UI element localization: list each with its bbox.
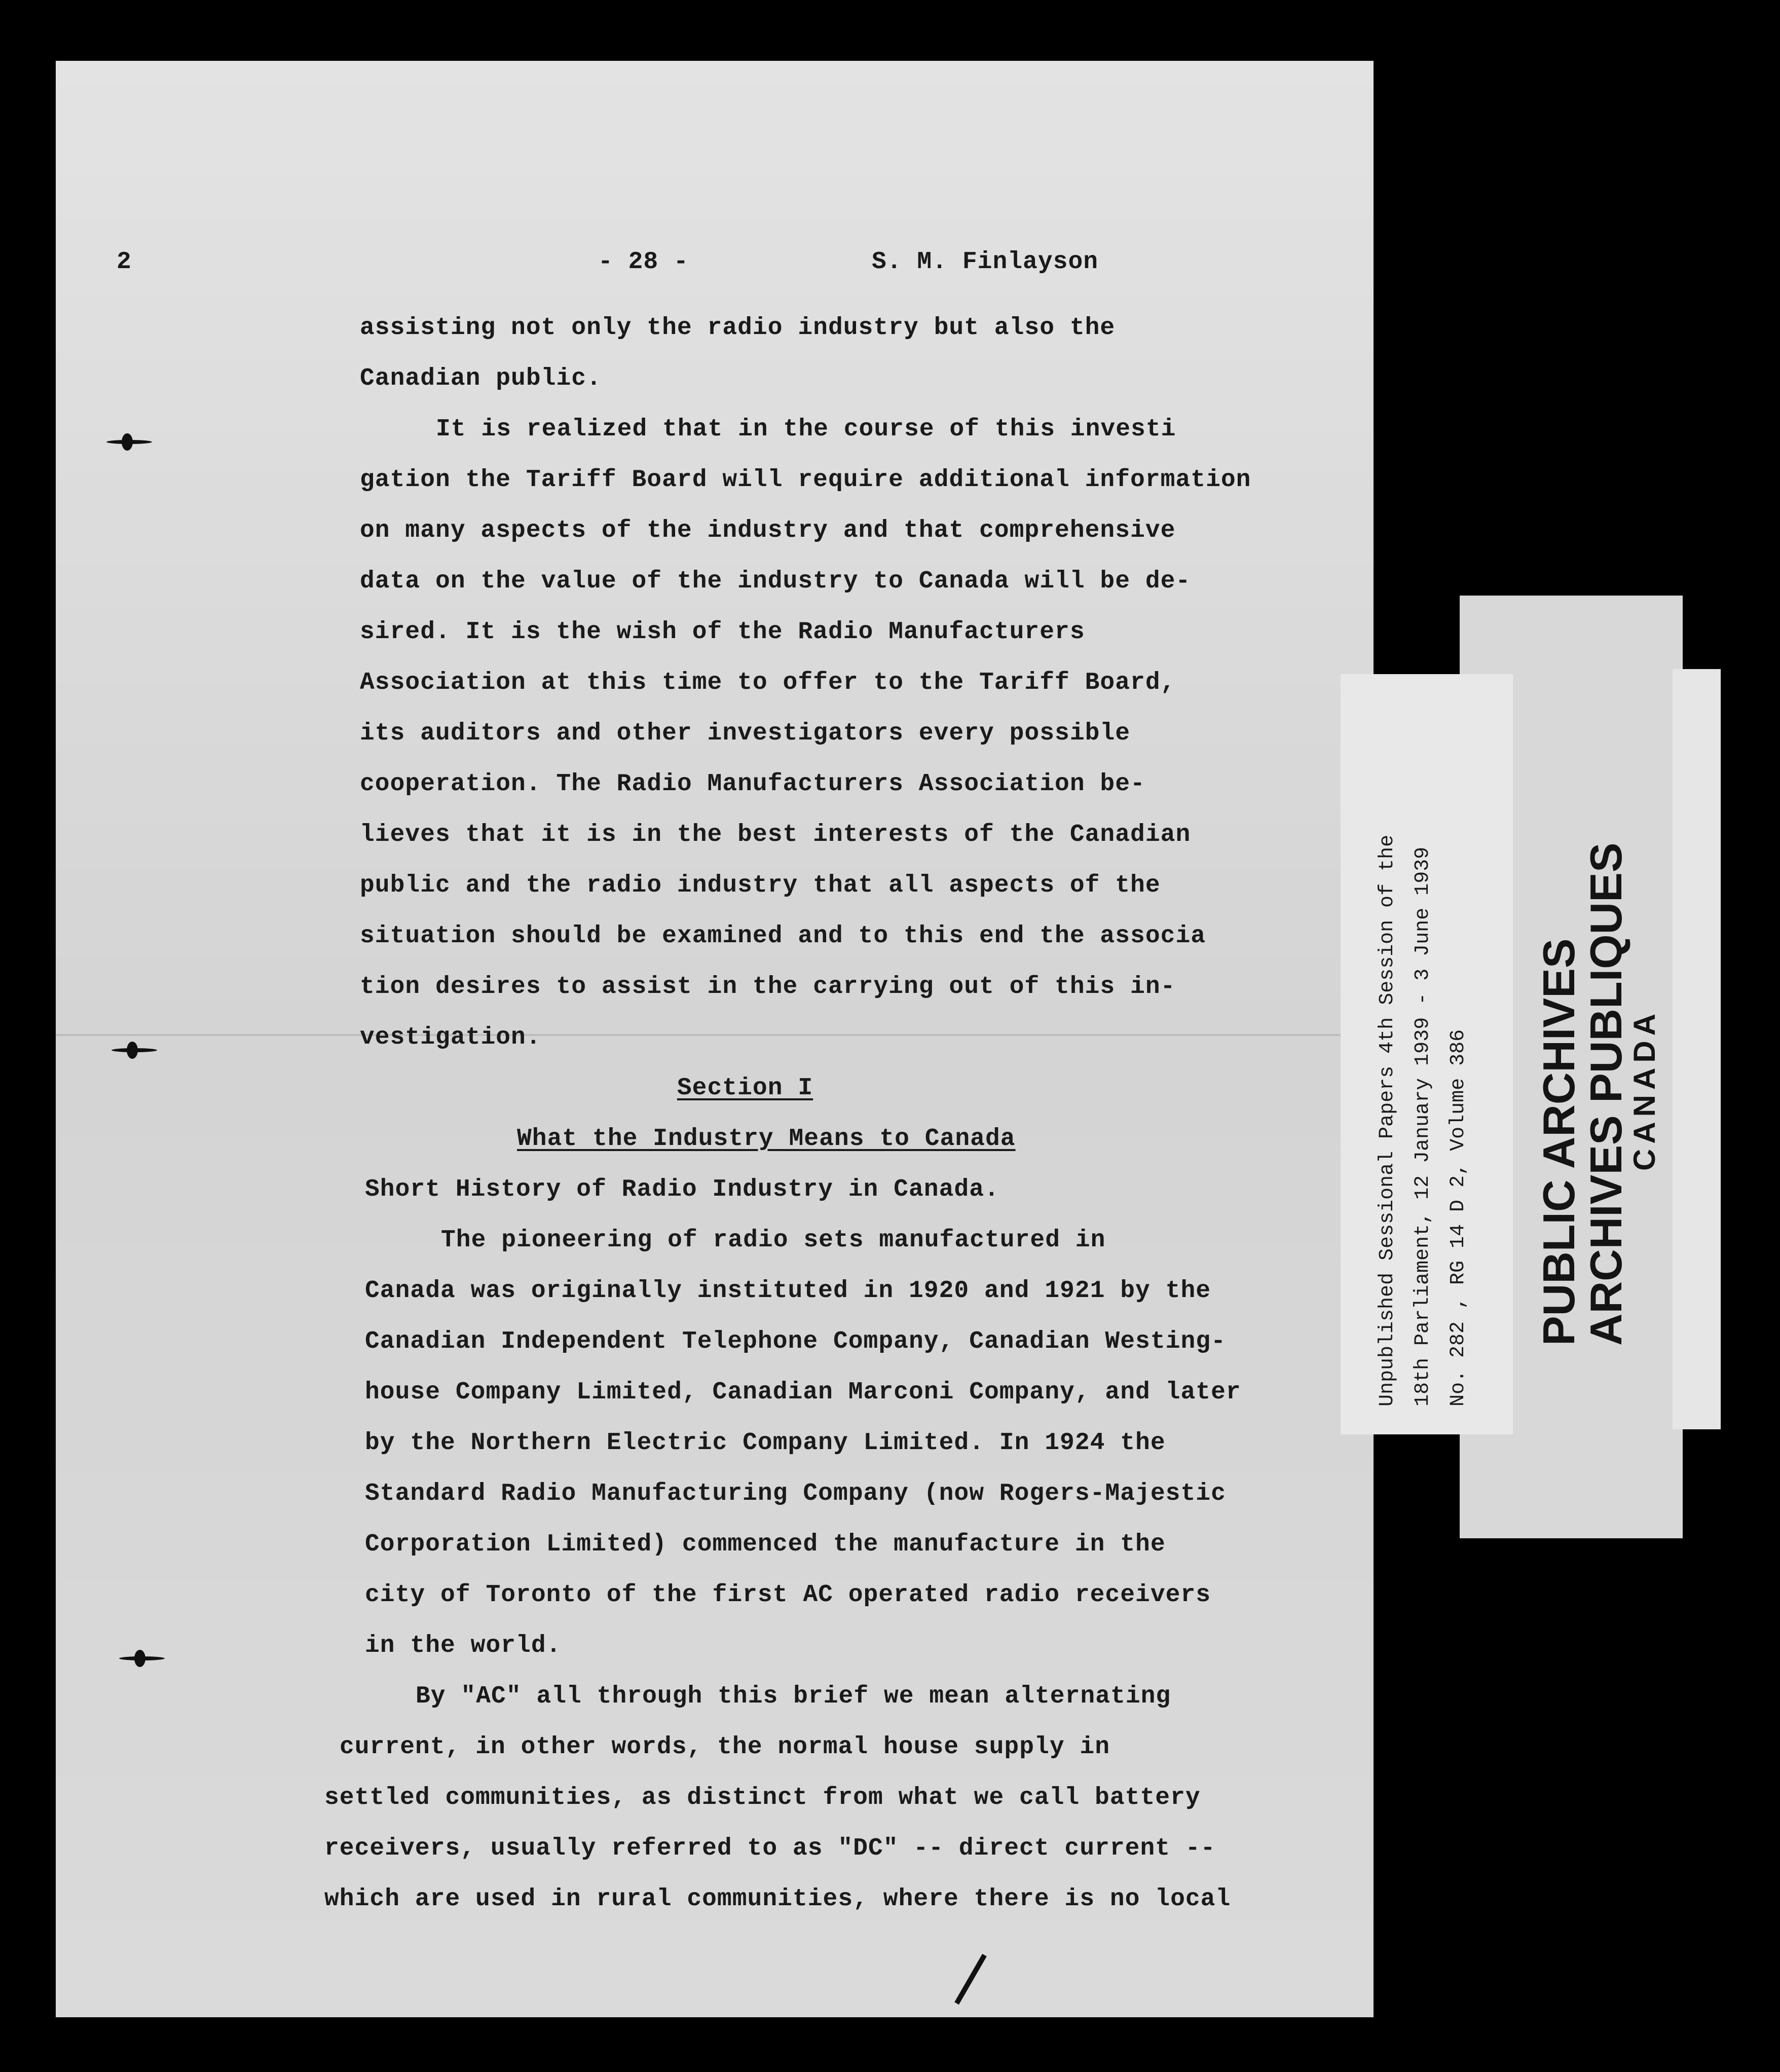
punch-hole-mark bbox=[112, 1047, 157, 1054]
archive-stamp: CANADA bbox=[1627, 1009, 1661, 1171]
reference-line: 18th Parliament, 12 January 1939 - 3 June 1939 bbox=[1412, 846, 1434, 1407]
body-line: settled communities, as distinct from what we call battery bbox=[324, 1784, 1201, 1811]
author-name: S. M. Finlayson bbox=[872, 248, 1099, 276]
body-line: current, in other words, the normal house supply in bbox=[340, 1733, 1110, 1761]
reference-line: Unpublished Sessional Papers 4th Session of the bbox=[1376, 834, 1399, 1407]
body-line: house Company Limited, Canadian Marconi Company, and later bbox=[365, 1379, 1241, 1406]
history-heading: Short History of Radio Industry in Canada. bbox=[365, 1176, 999, 1203]
body-line: Canadian Independent Telephone Company, Canadian Westing- bbox=[365, 1328, 1226, 1355]
body-line: which are used in rural communities, where there is no local bbox=[324, 1885, 1231, 1913]
body-line: data on the value of the industry to Canada will be de- bbox=[360, 568, 1191, 595]
page-number: - 28 - bbox=[598, 248, 689, 276]
body-line: Standard Radio Manufacturing Company (now Rogers-Majestic bbox=[365, 1480, 1226, 1507]
body-line: its auditors and other investigators every possible bbox=[360, 720, 1131, 747]
body-line: By "AC" all through this brief we mean alternating bbox=[416, 1683, 1171, 1710]
body-line: public and the radio industry that all aspects of the bbox=[360, 872, 1161, 899]
body-line: Canada was originally instituted in 1920 and 1921 by the bbox=[365, 1277, 1211, 1305]
body-line: tion desires to assist in the carrying out of this in- bbox=[360, 973, 1176, 1001]
document-page bbox=[56, 61, 1374, 2017]
body-line: city of Toronto of the first AC operated radio receivers bbox=[365, 1581, 1211, 1609]
body-line: Corporation Limited) commenced the manufacture in the bbox=[365, 1531, 1166, 1558]
punch-hole-mark bbox=[119, 1655, 165, 1662]
body-line: by the Northern Electric Company Limited. In 1924 the bbox=[365, 1429, 1166, 1457]
body-line: Canadian public. bbox=[360, 365, 602, 392]
body-line: receivers, usually referred to as "DC" -- direct current -- bbox=[324, 1835, 1216, 1862]
corner-number: 2 bbox=[117, 248, 132, 276]
section-heading: Section I bbox=[677, 1075, 813, 1102]
reference-line: No. 282 , RG 14 D 2, Volume 386 bbox=[1447, 1029, 1470, 1407]
body-line: in the world. bbox=[365, 1632, 562, 1659]
archive-stamp: ARCHIVES PUBLIQUES bbox=[1581, 842, 1631, 1346]
body-line: on many aspects of the industry and that comprehensive bbox=[360, 517, 1176, 544]
body-line: Association at this time to offer to the Tariff Board, bbox=[360, 669, 1176, 696]
body-line: vestigation. bbox=[360, 1024, 541, 1051]
punch-hole-mark bbox=[106, 438, 152, 446]
body-line: assisting not only the radio industry but also the bbox=[360, 314, 1116, 342]
body-line: gation the Tariff Board will require additional information bbox=[360, 466, 1251, 494]
pen-mark bbox=[954, 1954, 987, 2005]
body-line: It is realized that in the course of this investi bbox=[436, 416, 1176, 443]
fold-line bbox=[56, 1034, 1374, 1036]
archive-stamp: PUBLIC ARCHIVES bbox=[1534, 938, 1584, 1346]
body-line: situation should be examined and to this end the associa bbox=[360, 922, 1206, 950]
body-line: The pioneering of radio sets manufactured in bbox=[441, 1227, 1106, 1254]
body-line: sired. It is the wish of the Radio Manufacturers bbox=[360, 618, 1085, 646]
body-line: cooperation. The Radio Manufacturers Association be- bbox=[360, 770, 1145, 798]
body-line: lieves that it is in the best interests of the Canadian bbox=[360, 821, 1191, 848]
section-subheading: What the Industry Means to Canada bbox=[517, 1125, 1016, 1153]
archive-label-edge bbox=[1673, 669, 1721, 1429]
